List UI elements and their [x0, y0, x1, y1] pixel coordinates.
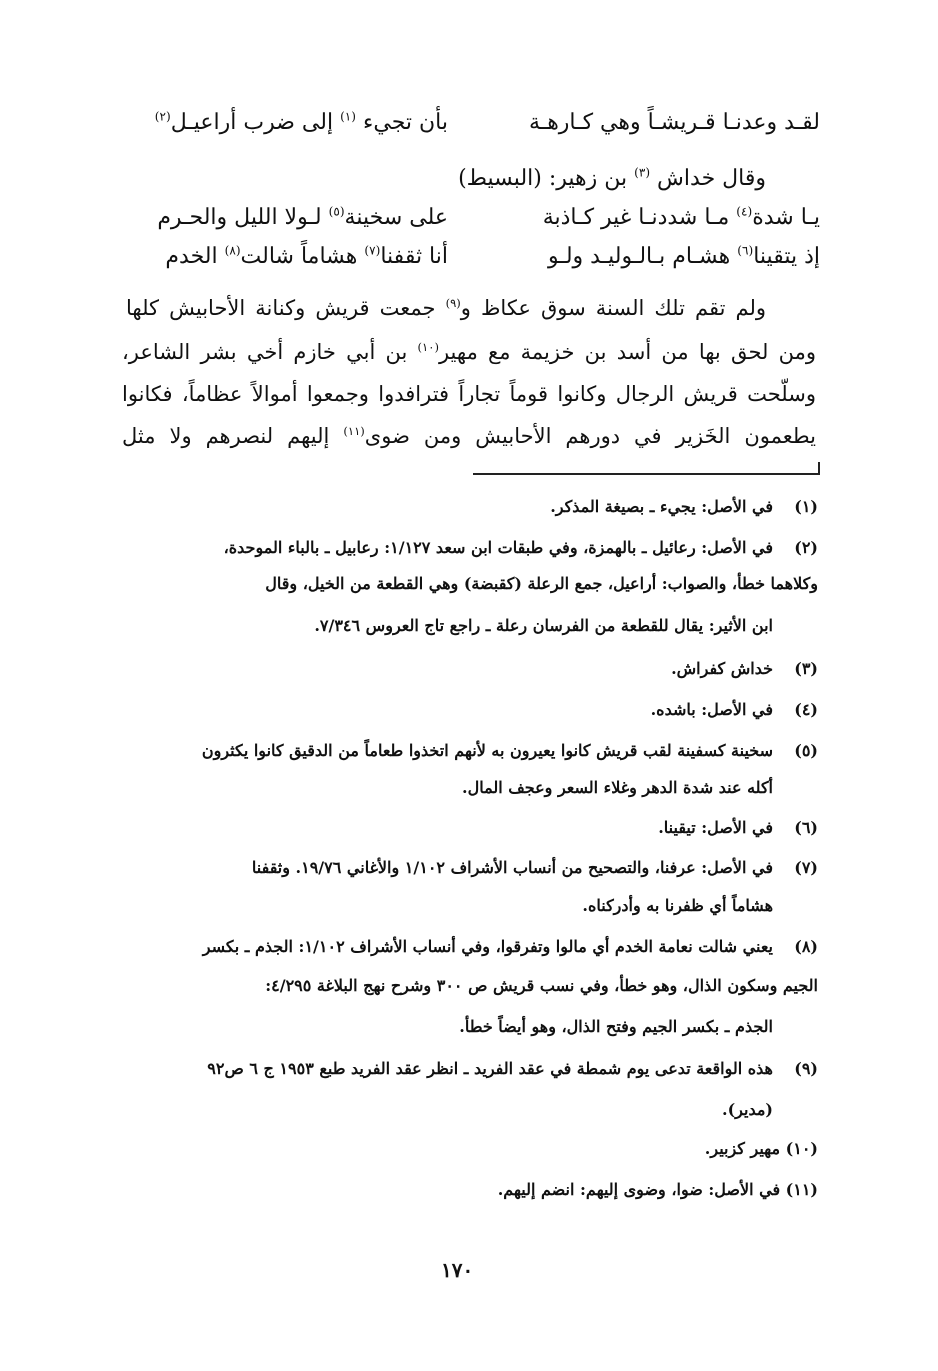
verse-1-second-hemistich: بأن تجيء $^{(١)}$ إلى ضرب أراعيـل$^{(٢)}$: [154, 109, 448, 135]
verse-3-second-hemistich: أنا ثقفنا$^{(٧)}$ هشاماً شالت$^{(٨)}$ الخدم: [165, 243, 448, 269]
footnote-6-text: في الأصل: تيقينا.: [658, 818, 773, 837]
footnote-5-line-2: أكله عند شدة الدهر وغلاء السعر وعجف المال.: [462, 778, 773, 797]
footnote-10-text: (١٠) مهير كزبير.: [704, 1139, 818, 1158]
footnote-1-text: في الأصل: يجيء ـ بصيغة المذكر.: [550, 497, 773, 516]
footnote-6-number: (٦): [794, 818, 818, 837]
footnote-8-number: (٨): [794, 937, 818, 956]
footnote-separator: [473, 473, 820, 475]
footnote-9-line-2: (مدير).: [722, 1100, 773, 1119]
footnote-9-line-1: هذه الواقعة تدعى يوم شمطة في عقد الفريد ـ انظر عقد الفريد طبع ١٩٥٣ ج ٦ ص٩٢: [207, 1059, 773, 1078]
footnote-5-line-1: سخينة كسفينة لقب قريش كانوا يعيرون به لأنهم اتخذوا طعاماً من الدقيق كانوا يكثرون: [201, 741, 773, 760]
footnote-7-number: (٧): [794, 858, 818, 877]
verse-2-second-hemistich: على سخينة$^{(٥)}$ لـولا الليل والحـرم: [157, 204, 448, 230]
page-number: ١٧٠: [441, 1258, 474, 1282]
footnote-2-line-2: وكلاهما خطأ، والصواب: أراعيل، جمع الرعلة (كقبضة) وهي القطعة من الخيل، وقال: [265, 574, 818, 593]
footnote-2-line-3: ابن الأثير: يقال للقطعة من الفرسان رعلة ـ راجع تاج العروس ٧/٣٤٦.: [314, 616, 773, 635]
prose-line-1: ولم تقم تلك السنة سوق عكاظ و$^{(٩)}$ جمعت قريش وكنانة الأحابيش كلها: [126, 296, 766, 320]
footnote-8-line-1: يعني شالت نعامة الخدم أي مالوا وتفرقوا، وفي أنساب الأشراف ١/١٠٢: الجذم ـ بكسر: [202, 937, 773, 956]
footnote-1-number: (١): [794, 497, 818, 516]
footnote-3-text: خداش كفراش.: [671, 659, 773, 678]
footnote-separator-tick: [818, 462, 820, 475]
verse-1-first-hemistich: لقـد وعدنـا قـريشـاً وهي كـارهـة: [528, 110, 820, 135]
footnote-8-line-2: الجيم وسكون الذال، وهو خطأ، وفي نسب قريش ص ٣٠٠ وشرح نهج البلاغة ٤/٢٩٥:: [265, 976, 818, 995]
verse-2-first-hemistich: يـا شدة$^{(٤)}$ مـا شددنـا غير كـاذبة: [542, 204, 820, 230]
prose-line-3: وسلّحت قريش الرجال وكانوا قوماً تجاراً فترافدوا وجمعوا أموالاً عظاماً، فكانوا: [122, 382, 816, 406]
footnote-7-line-2: هشاماً أي ظفرنا به وأدركناه.: [582, 896, 773, 915]
footnote-5-number: (٥): [794, 741, 818, 760]
footnote-8-line-3: الجذم ـ بكسر الجيم وفتح الذال، وهو أيضاً خطأ.: [459, 1017, 773, 1036]
prose-line-4: يطعمون الخَزير في دورهم الأحابيش ومن ضوى$^{(١١)}$ إليهم لنصرهم ولا مثل: [122, 424, 816, 448]
footnote-2-number: (٢): [794, 538, 818, 557]
footnote-11-text: (١١) في الأصل: ضوا، وضوى إليهم: انضم إليهم.: [497, 1180, 818, 1199]
footnote-4-number: (٤): [794, 700, 818, 719]
verse-3-first-hemistich: إذ يتقينا$^{(٦)}$ هشـام بـالـوليـد ولـو: [548, 243, 820, 269]
footnote-4-text: في الأصل: باشده.: [650, 700, 773, 719]
footnote-3-number: (٣): [794, 659, 818, 678]
verse-intro-line: وقال خداش $^{(٣)}$ بن زهير: (البسيط): [458, 165, 766, 191]
footnote-7-line-1: في الأصل: عرفنا، والتصحيح من أنساب الأشراف ١/١٠٢ والأغاني ١٩/٧٦. وثقفنا: [251, 858, 773, 877]
footnote-9-number: (٩): [794, 1059, 818, 1078]
footnote-2-line-1: في الأصل: رعائيل ـ بالهمزة، وفي طبقات ابن سعد ١/١٢٧: رعابيل ـ بالباء الموحدة،: [223, 538, 773, 557]
prose-line-2: ومن لحق بها من أسد بن خزيمة مع مهير$^{(١٠)}$ بن أبي خازم أخي بشر الشاعر،: [122, 340, 816, 364]
